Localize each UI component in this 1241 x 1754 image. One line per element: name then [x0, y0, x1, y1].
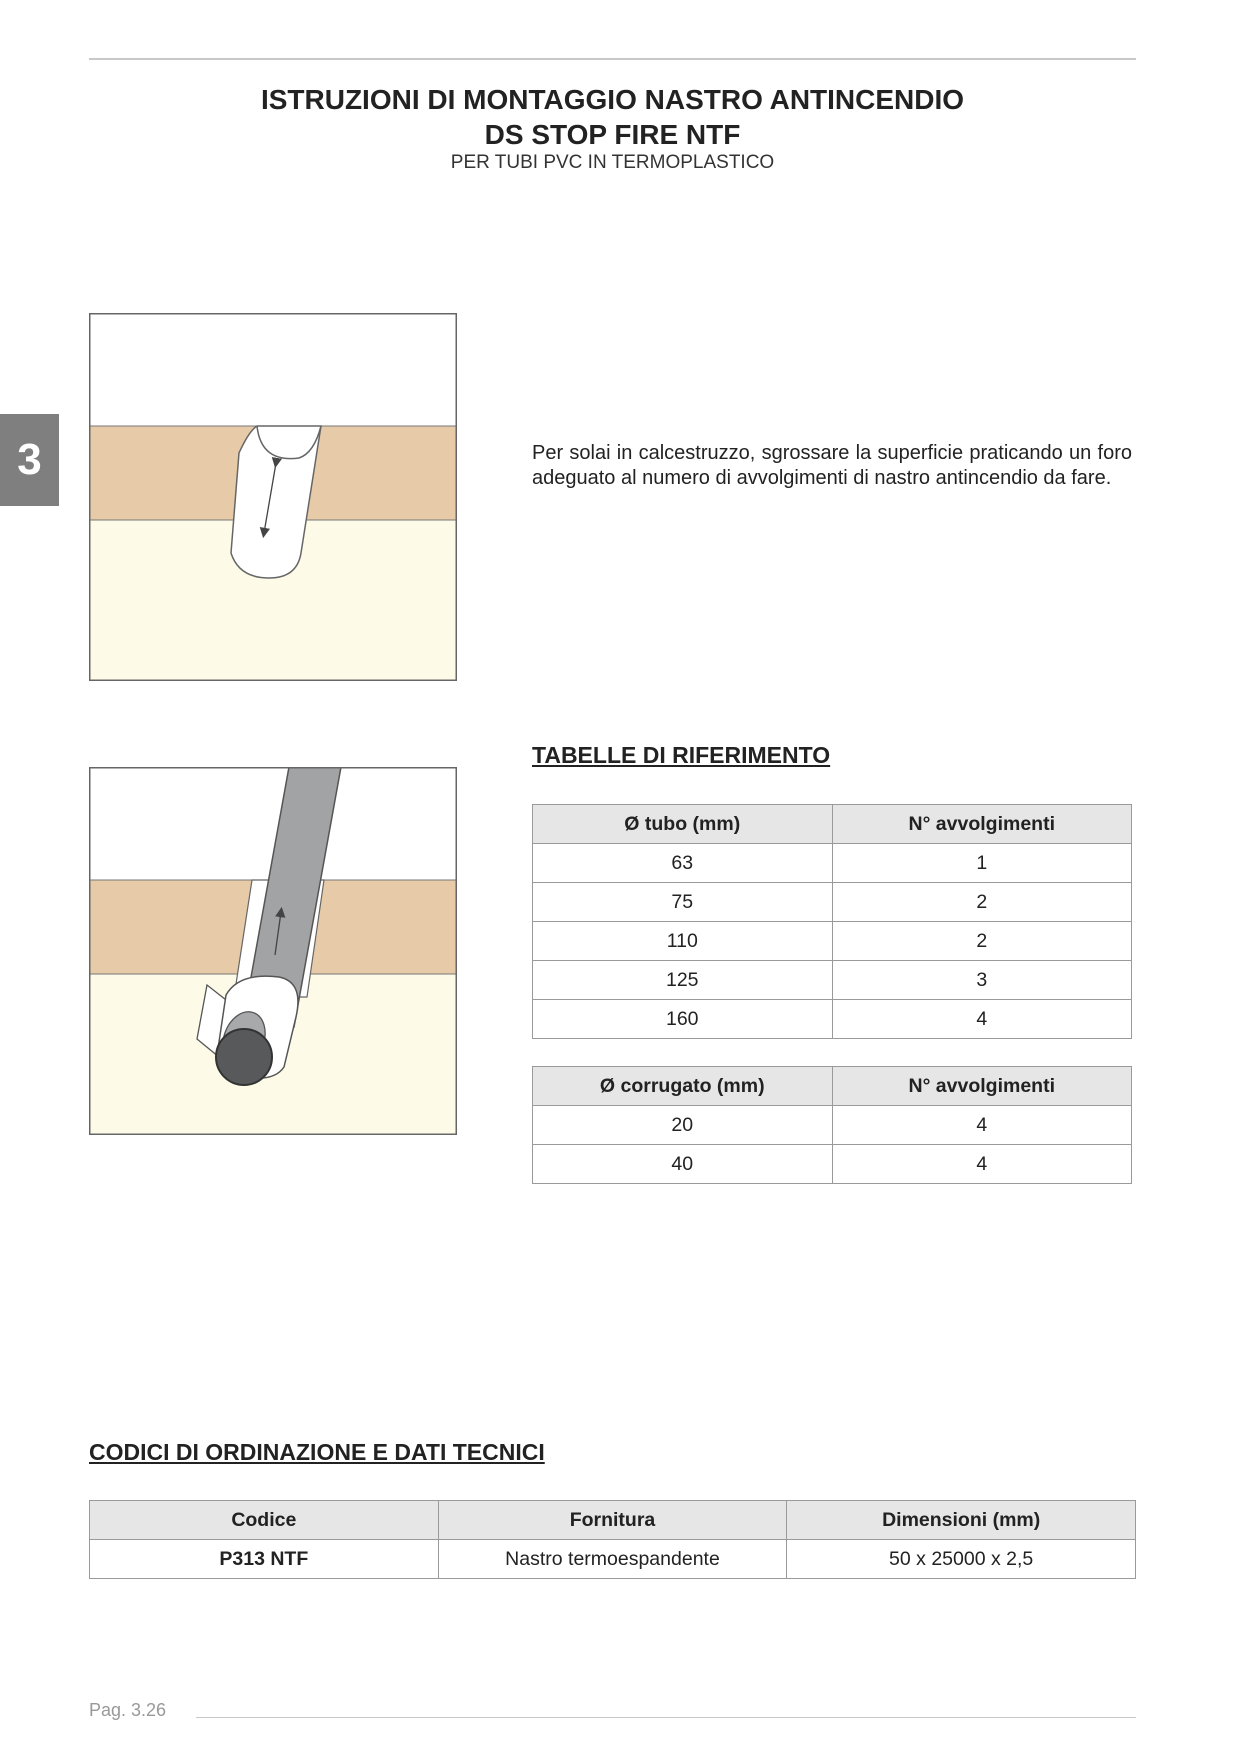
column-header: Dimensioni (mm) [787, 1501, 1136, 1540]
table-row [533, 961, 1132, 1000]
table-header-row [90, 1501, 1136, 1540]
table-row [90, 1540, 1136, 1579]
table-row [533, 1000, 1132, 1039]
column-header: Ø corrugato (mm) [533, 1067, 833, 1106]
table-cell: 4 [832, 1145, 1132, 1184]
drilled-hole-illustration [89, 313, 457, 681]
tube-reference-table [532, 804, 1132, 1039]
table-row [533, 1145, 1132, 1184]
table-cell: 20 [533, 1106, 833, 1145]
table-cell: 2 [832, 883, 1132, 922]
product-code-cell: P313 NTF [90, 1540, 439, 1579]
supply-cell: Nastro termoespandente [438, 1540, 787, 1579]
table-header-row [533, 1067, 1132, 1106]
pipe-with-tape-illustration [89, 767, 457, 1135]
table-cell: 75 [533, 883, 833, 922]
table-row [533, 922, 1132, 961]
table-row [533, 883, 1132, 922]
page-subtitle: PER TUBI PVC IN TERMOPLASTICO [450, 152, 775, 173]
column-header: Ø tubo (mm) [533, 805, 833, 844]
table-cell: 40 [533, 1145, 833, 1184]
table-header-row [533, 805, 1132, 844]
bottom-rule [196, 1717, 1136, 1718]
column-header: N° avvolgimenti [832, 805, 1132, 844]
order-codes-heading: CODICI DI ORDINAZIONE E DATI TECNICI [89, 1439, 545, 1465]
table-cell: 110 [533, 922, 833, 961]
product-title: DS STOP FIRE NTF [484, 119, 741, 150]
dimensions-cell: 50 x 25000 x 2,5 [787, 1540, 1136, 1579]
table-cell: 125 [533, 961, 833, 1000]
column-header: N° avvolgimenti [832, 1067, 1132, 1106]
column-header: Codice [90, 1501, 439, 1540]
table-row [533, 1106, 1132, 1145]
section-tab: 3 [0, 414, 59, 506]
reference-tables-heading: TABELLE DI RIFERIMENTO [532, 742, 831, 768]
table-cell: 4 [832, 1000, 1132, 1039]
table-cell: 4 [832, 1106, 1132, 1145]
table-cell: 63 [533, 844, 833, 883]
top-rule [89, 58, 1136, 60]
page-title: ISTRUZIONI DI MONTAGGIO NASTRO ANTINCENDIO [260, 84, 965, 115]
page-number: Pag. 3.26 [89, 1700, 167, 1720]
order-codes-table [89, 1500, 1136, 1579]
instruction-text: Per solai in calcestruzzo, sgrossare la superficie praticando un foro adeguato al numero di avvolgimenti di nastro antincendio da fare. [532, 442, 1132, 489]
table-cell: 3 [832, 961, 1132, 1000]
column-header: Fornitura [438, 1501, 787, 1540]
table-cell: 1 [832, 844, 1132, 883]
table-cell: 160 [533, 1000, 833, 1039]
table-row [533, 844, 1132, 883]
corrugated-reference-table [532, 1066, 1132, 1184]
table-cell: 2 [832, 922, 1132, 961]
